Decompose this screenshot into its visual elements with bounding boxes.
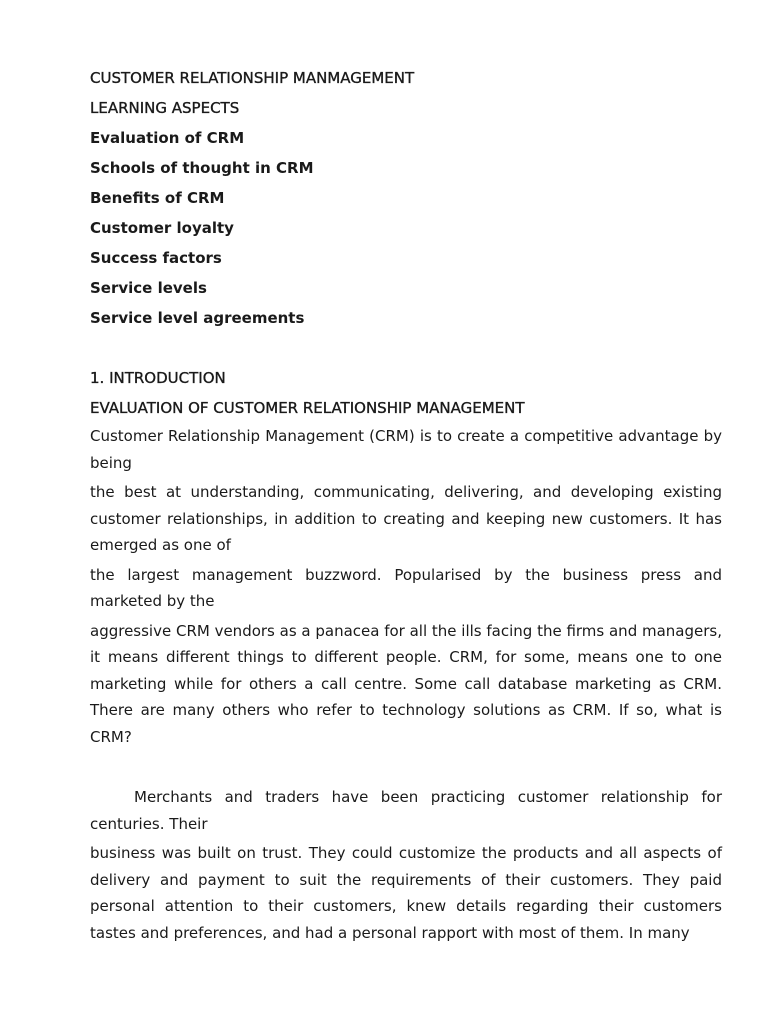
learning-aspect-item: Schools of thought in CRM bbox=[90, 159, 314, 177]
section-heading: 1. INTRODUCTION bbox=[90, 369, 226, 387]
body-paragraph: aggressive CRM vendors as a panacea for all the ills facing the firms and managers, it means different things to different people. CRM, for some, means one to one marketing while for others a call centre. Some call database marketing as CRM. There are many others who refer to technology solutions as CRM. If so, what is CRM? bbox=[90, 621, 722, 746]
body-paragraph: Merchants and traders have been practicing customer relationship for centuries. Their bbox=[90, 788, 722, 833]
learning-aspect-item: Success factors bbox=[90, 249, 222, 267]
learning-aspect-item: Customer loyalty bbox=[90, 219, 234, 237]
document-title: CUSTOMER RELATIONSHIP MANMAGEMENT bbox=[90, 69, 415, 87]
learning-aspect-item: Service levels bbox=[90, 279, 207, 297]
spacer bbox=[90, 753, 722, 784]
spacer bbox=[90, 333, 722, 363]
learning-aspects-list bbox=[90, 123, 722, 333]
document-body bbox=[90, 63, 722, 949]
body-paragraph: Customer Relationship Management (CRM) is to create a competitive advantage by being bbox=[90, 427, 722, 472]
learning-aspect-item: Evaluation of CRM bbox=[90, 129, 245, 147]
body-paragraph: business was built on trust. They could customize the products and all aspects of delivery and payment to suit the requirements of their customers. They paid personal attention to their customers, knew details regarding their customers tastes and preferences, and had a personal rapport with most of them. In many bbox=[90, 844, 722, 942]
body-paragraph: the largest management buzzword. Popularised by the business press and marketed by the bbox=[90, 565, 722, 610]
section-subheading: EVALUATION OF CUSTOMER RELATIONSHIP MANAGEMENT bbox=[90, 399, 525, 417]
learning-aspect-item: Benefits of CRM bbox=[90, 189, 225, 207]
learning-aspect-item: Service level agreements bbox=[90, 309, 305, 327]
learning-aspects-heading: LEARNING ASPECTS bbox=[90, 99, 240, 117]
body-paragraph: the best at understanding, communicating, delivering, and developing existing customer relationships, in addition to creating and keeping new customers. It has emerged as one of bbox=[90, 483, 722, 554]
